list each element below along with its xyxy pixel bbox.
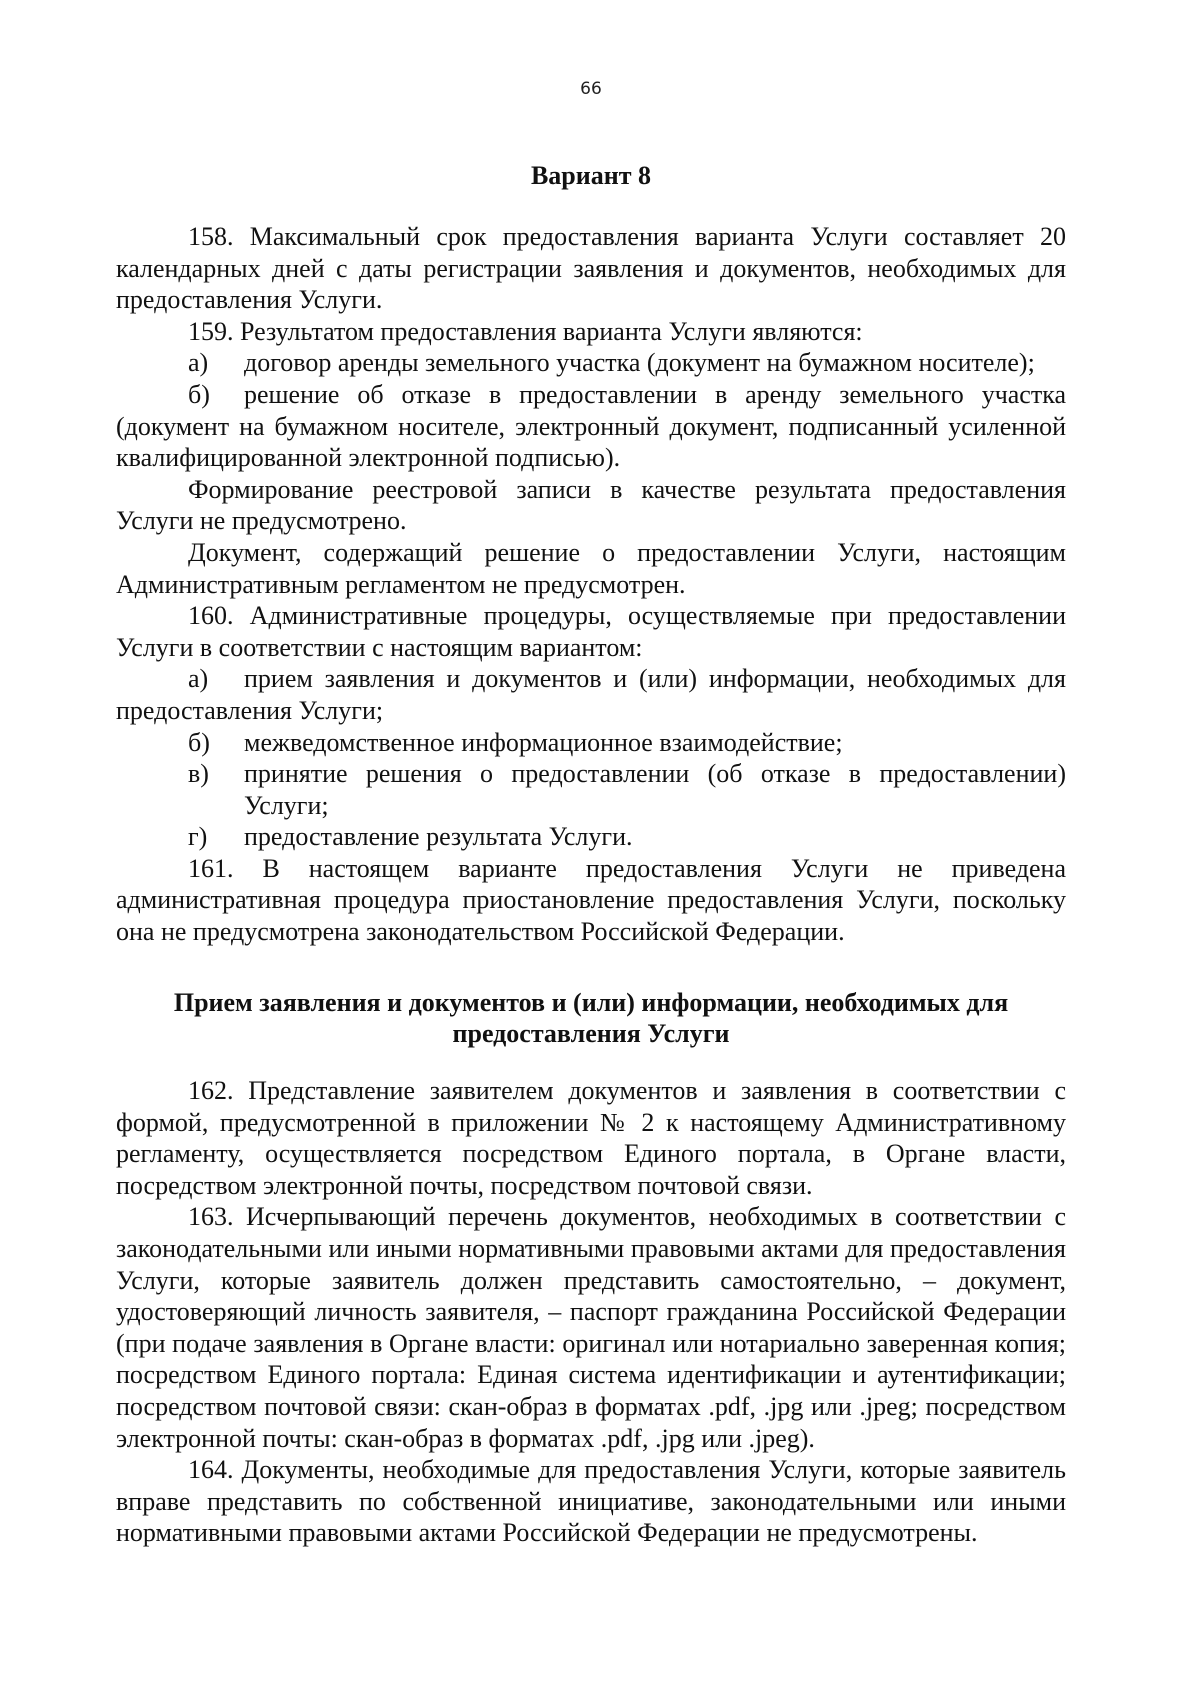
list-item-text: прием заявления и документов и (или) информации, необходимых для предоставления Услуги; [116, 664, 1066, 725]
list-item-text: договор аренды земельного участка (документ на бумажном носителе); [244, 348, 1035, 378]
section-heading: Прием заявления и документов и (или) информации, необходимых для предоставления Услуги [173, 988, 1009, 1048]
list-item-marker: в) [188, 759, 209, 789]
list-item [116, 663, 1066, 726]
paragraph: 162. Представление заявителем документов и заявления в соответствии с формой, предусмотренной в приложении № 2 к настоящему Административному регламенту, осуществляется посредством Единого портала, в Органе власти, посредством электронной почты, посредством почтовой связи. [116, 1076, 1066, 1200]
paragraph: 161. В настоящем варианте предоставления Услуги не приведена административная процедура приостановление предоставления Услуги, поскольку она не предусмотрена законодательством Российской Федерации. [116, 853, 1066, 947]
paragraph: 159. Результатом предоставления варианта Услуги являются: [188, 316, 863, 346]
list-item [116, 758, 1066, 821]
list-item-text: принятие решения о предоставлении (об отказе в предоставлении) Услуги; [244, 759, 1066, 820]
paragraph: Документ, содержащий решение о предоставлении Услуги, настоящим Административным регламентом не предусмотрен. [116, 537, 1066, 599]
list-item-text: предоставление результата Услуги. [244, 822, 633, 852]
page-number: 66 [580, 79, 602, 99]
list-item [116, 821, 1066, 853]
paragraph: 158. Максимальный срок предоставления варианта Услуги составляет 20 календарных дней с даты регистрации заявления и документов, необходимых для предоставления Услуги. [116, 222, 1066, 315]
list-item-text: решение об отказе в предоставлении в аренду земельного участка (документ на бумажном носителе, электронный документ, подписанный усиленной квалифицированной электронной подписью). [116, 379, 1066, 473]
list-item-text: межведомственное информационное взаимодействие; [244, 727, 843, 757]
list-item [116, 727, 1066, 759]
variant-heading: Вариант 8 [530, 161, 652, 190]
list-item-marker: б) [188, 379, 210, 409]
paragraph: 164. Документы, необходимые для предоставления Услуги, которые заявитель вправе представить по собственной инициативе, законодательными или иными нормативными правовыми актами Российской Федерации не предусмотрены. [116, 1455, 1066, 1548]
paragraph: 160. Административные процедуры, осуществляемые при предоставлении Услуги в соответствии с настоящим вариантом: [116, 601, 1066, 662]
paragraph: 163. Исчерпывающий перечень документов, необходимых в соответствии с законодательными или иными нормативными правовыми актами для предоставления Услуги, которые заявитель должен представить самостоятельно, – документ, удостоверяющий личность заявителя, – паспорт гражданина Российской Федерации (при подаче заявления в Органе власти: оригинал или нотариально заверенная копия; посредством Единого портала: Единая система идентификации и аутентификации; посредством почтовой связи: скан-образ в форматах .pdf, .jpg или .jpeg; посредством электронной почты: скан-образ в форматах .pdf, .jpg или .jpeg). [116, 1202, 1066, 1453]
paragraph: Формирование реестровой записи в качестве результата предоставления Услуги не предусмотрено. [116, 474, 1066, 536]
list-item-marker: г) [188, 822, 208, 852]
section-reception-body [116, 1075, 1066, 1549]
list-item [116, 379, 1066, 474]
list-item-marker: б) [188, 727, 210, 757]
list-item-marker: а) [188, 348, 209, 378]
list-item-marker: а) [188, 664, 209, 694]
section-variant-body [116, 221, 1066, 948]
list-item [116, 347, 1066, 379]
